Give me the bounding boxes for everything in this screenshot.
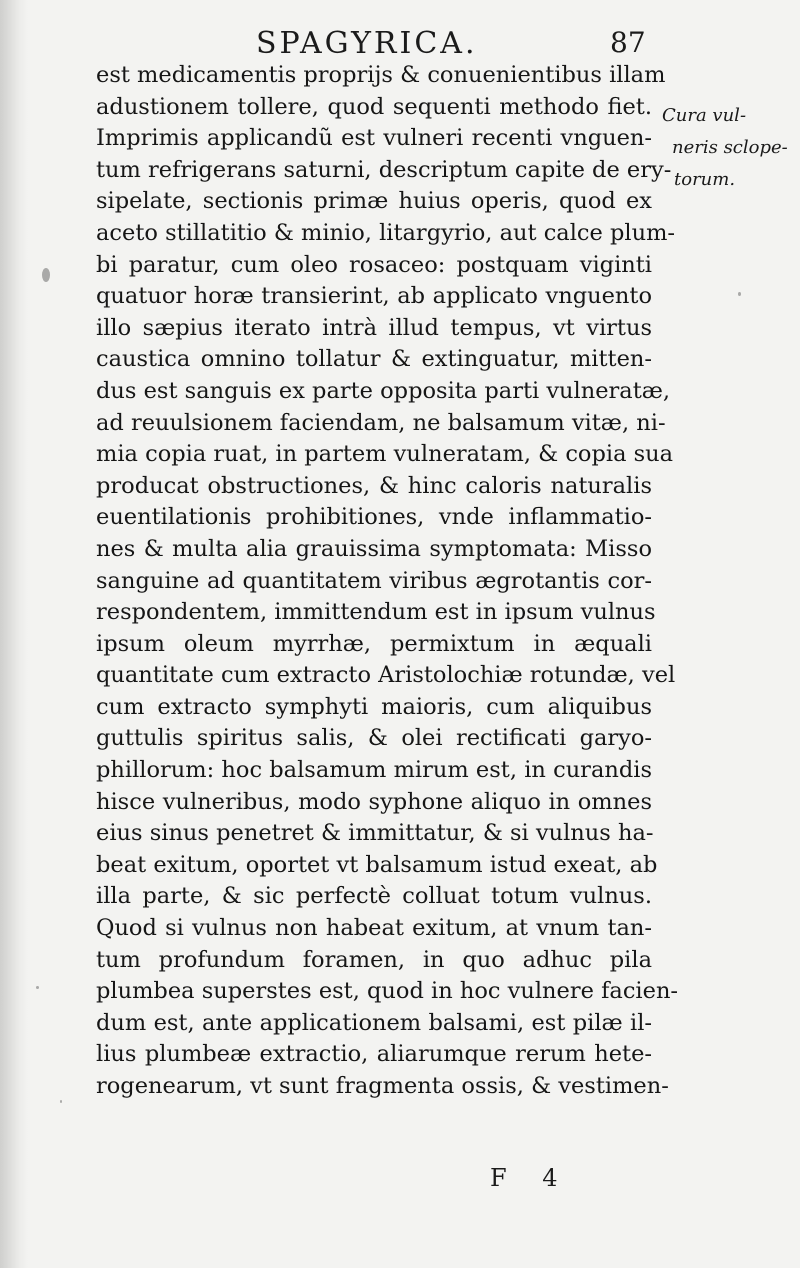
ink-speck xyxy=(42,268,50,282)
text-line: Imprimis applicandũ est vulneri recenti vnguen- xyxy=(96,125,652,152)
marginal-note xyxy=(662,100,794,196)
header-title: SPAGYRICA. xyxy=(256,26,478,61)
text-line: hisce vulneribus, modo syphone aliquo in omnes xyxy=(96,788,652,815)
text-line: caustica omnino tollatur & extinguatur, mitten- xyxy=(96,346,652,373)
signature-mark: F 4 xyxy=(490,1164,572,1192)
running-head xyxy=(0,22,800,62)
text-line: eius sinus penetret & immittatur, & si vulnus ha- xyxy=(96,820,654,847)
text-line: tum refrigerans saturni, descriptum capite de ery- xyxy=(96,156,672,183)
text-line: tum profundum foramen, in quo adhuc pila xyxy=(96,946,652,973)
spine-shadow xyxy=(0,0,28,1268)
text-line: lius plumbeæ extractio, aliarumque rerum hete- xyxy=(96,1041,652,1068)
text-line: dum est, ante applicationem balsami, est pilæ il- xyxy=(96,1009,652,1036)
text-line: beat exitum, oportet vt balsamum istud exeat, ab xyxy=(96,851,658,878)
ink-speck xyxy=(60,1100,62,1103)
text-line: illo sæpius iterato intrà illud tempus, vt virtus xyxy=(96,314,652,341)
text-line: ad reuulsionem faciendam, ne balsamum vitæ, ni- xyxy=(96,409,666,436)
text-line: adustionem tollere, quod sequenti methodo fiet. xyxy=(96,93,652,120)
text-line: quantitate cum extracto Aristolochiæ rotundæ, vel xyxy=(96,662,676,689)
text-line: producat obstructiones, & hinc caloris naturalis xyxy=(96,472,652,499)
ink-speck xyxy=(36,986,39,989)
marginal-note-line: neris sclope- xyxy=(672,137,788,158)
text-line: ipsum oleum myrrhæ, permixtum in æquali xyxy=(96,630,652,657)
text-line: rogenearum, vt sunt fragmenta ossis, & vestimen- xyxy=(96,1073,669,1099)
text-line: quatuor horæ transierint, ab applicato vnguento xyxy=(96,283,652,310)
text-line: bi paratur, cum oleo rosaceo: postquam viginti xyxy=(96,251,652,278)
text-line: aceto stillatitio & minio, litargyrio, aut calce plum- xyxy=(96,219,676,246)
text-line: euentilationis prohibitiones, vnde inflammatio- xyxy=(96,504,652,531)
text-line: dus est sanguis ex parte opposita parti vulneratæ, xyxy=(96,377,671,404)
text-line: guttulis spiritus salis, & olei rectificati garyo- xyxy=(96,725,652,752)
ink-speck xyxy=(738,292,741,296)
text-line: mia copia ruat, in partem vulneratam, & copia sua xyxy=(96,441,674,468)
text-line: phillorum: hoc balsamum mirum est, in curandis xyxy=(96,757,652,784)
text-line: respondentem, immittendum est in ipsum vulnus xyxy=(96,599,656,626)
text-line: est medicamentis proprijs & conuenientibus illam xyxy=(96,62,666,88)
text-line: sanguine ad quantitatem viribus ægrotantis cor- xyxy=(96,567,652,594)
text-line: cum extracto symphyti maioris, cum aliquibus xyxy=(96,693,652,720)
marginal-note-line: Cura vul- xyxy=(662,105,747,126)
marginal-note-line: torum. xyxy=(674,169,736,190)
page-number: 87 xyxy=(610,26,646,59)
text-line: plumbea superstes est, quod in hoc vulnere facien- xyxy=(96,978,679,1005)
body-text xyxy=(96,60,679,1103)
text-line: Quod si vulnus non habeat exitum, at vnum tan- xyxy=(96,915,652,942)
text-line: sipelate, sectionis primæ huius operis, quod ex xyxy=(96,188,652,215)
text-line: nes & multa alia grauissima symptomata: Misso xyxy=(96,535,652,562)
text-line: illa parte, & sic perfectè colluat totum vulnus. xyxy=(96,883,652,910)
